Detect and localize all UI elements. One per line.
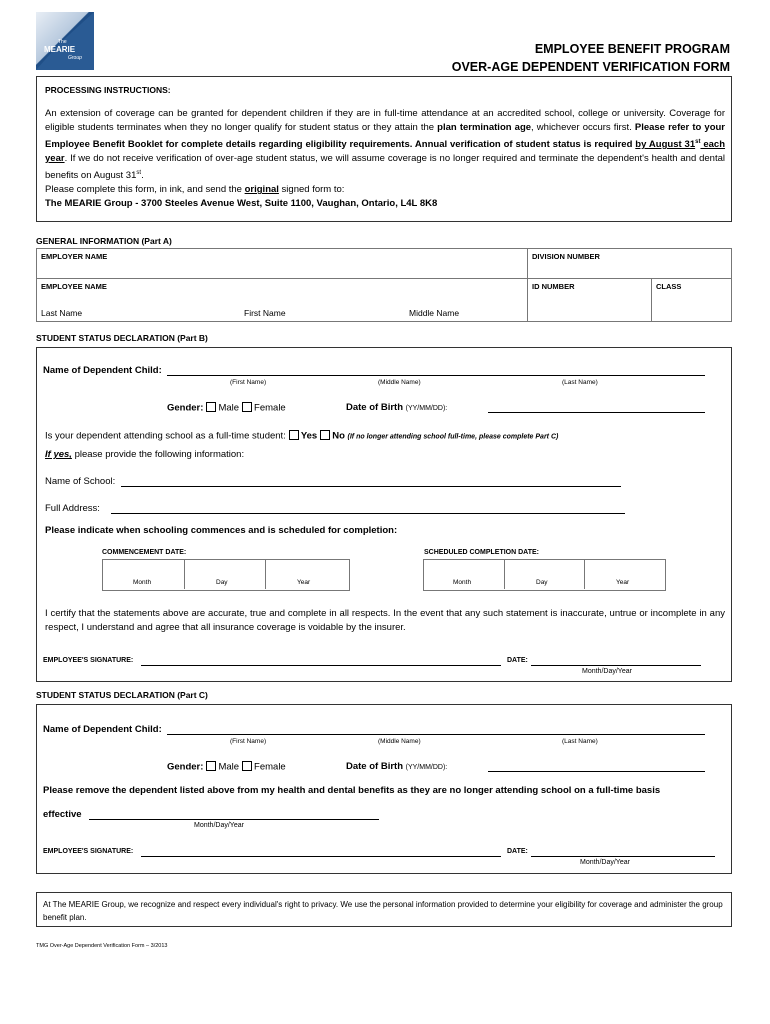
text: . — [141, 170, 144, 182]
completion-day-box[interactable] — [504, 560, 585, 589]
part-c-box — [36, 704, 732, 874]
last-name-caption: (Last Name) — [562, 738, 598, 745]
no-label: No — [332, 430, 345, 442]
first-name-caption: (First Name) — [230, 738, 267, 745]
removal-statement: Please remove the dependent listed above from my health and dental benefits as they are no longer attending school on a full-time basis — [43, 785, 661, 796]
if-yes-label: If yes, — [45, 449, 72, 460]
if-yes-row — [45, 449, 244, 460]
logo-name: MEARIE — [44, 45, 76, 54]
address-input[interactable] — [111, 501, 625, 514]
completion-date-boxes — [423, 559, 666, 591]
male-checkbox[interactable] — [206, 402, 216, 412]
child-name-input[interactable] — [167, 722, 705, 735]
date-label: DATE: — [507, 848, 528, 855]
part-b-heading: STUDENT STATUS DECLARATION (Part B) — [36, 333, 208, 343]
commencement-day-box[interactable] — [184, 560, 266, 589]
text-bold: Please refer to your Employee Benefit Booklet for complete details regarding eligibility requirements. Annual verification of student status is required — [45, 122, 726, 151]
day-caption: Day — [536, 579, 548, 586]
employer-name-label: EMPLOYER NAME — [41, 252, 108, 261]
division-number-field[interactable] — [527, 248, 732, 279]
effective-label: effective — [43, 809, 82, 820]
commencement-label: COMMENCEMENT DATE: — [102, 549, 187, 556]
middle-name-caption: (Middle Name) — [378, 738, 421, 745]
dob-input[interactable] — [488, 400, 705, 413]
date-label: DATE: — [507, 657, 528, 664]
female-checkbox[interactable] — [242, 761, 252, 771]
year-caption: Year — [616, 579, 630, 586]
text-bold: by August 31 — [635, 139, 696, 151]
day-caption: Day — [216, 579, 228, 586]
child-name-label: Name of Dependent Child: — [43, 724, 162, 735]
commencement-date-boxes — [102, 559, 350, 591]
division-number-label: DIVISION NUMBER — [532, 252, 600, 261]
id-number-field[interactable] — [527, 278, 652, 322]
date-input[interactable] — [531, 846, 715, 857]
class-field[interactable] — [651, 278, 732, 322]
instructions-paragraph — [45, 107, 725, 183]
year-caption: Year — [297, 579, 311, 586]
dob-row — [346, 761, 447, 772]
text: . If we do not receive verification of over-age student status, we will assume coverage is no longer required and terminate the dependent's health and dental benefits on August 31 — [45, 153, 725, 182]
sup: st — [695, 139, 701, 145]
mailing-address: The MEARIE Group - 3700 Steeles Avenue West, Suite 1100, Vaughan, Ontario, L4L 8K8 — [45, 198, 438, 209]
middle-name-label: Middle Name — [409, 308, 460, 318]
certification-statement: I certify that the statements above are accurate, true and complete in all respects. In the event that any such statement is inaccurate, untrue or incomplete in any respect, I understand and agree that all insurance coverage is voidable by the insurer. — [45, 608, 725, 633]
school-input[interactable] — [121, 474, 621, 487]
no-note: (If no longer attending school full-time, please complete Part C) — [347, 433, 559, 441]
gender-row — [167, 402, 286, 414]
child-name-label: Name of Dependent Child: — [43, 365, 162, 376]
title-line-1: EMPLOYEE BENEFIT PROGRAM — [534, 42, 730, 56]
yes-checkbox[interactable] — [289, 430, 299, 440]
month-caption: Month — [133, 579, 152, 586]
text: An extension of coverage can be granted for dependent children if they are in full-time attendance at an accredited school, college or university. Coverage for eligible students terminates when they no longer qualify for student status or they attain the — [45, 108, 725, 133]
month-caption: Month — [453, 579, 472, 586]
logo-small-text: The — [58, 39, 67, 45]
commencement-year-box[interactable] — [265, 560, 348, 589]
employer-name-field[interactable] — [36, 248, 528, 279]
last-name-caption: (Last Name) — [562, 379, 598, 386]
gender-label: Gender: — [167, 761, 204, 773]
date-format-caption: Month/Day/Year — [582, 668, 632, 675]
privacy-statement: At The MEARIE Group, we recognize and respect every individual's right to privacy. We use the personal information provided to determine your eligibility for coverage and administer the group benefit plan. — [43, 900, 723, 922]
part-c-heading: STUDENT STATUS DECLARATION (Part C) — [36, 690, 208, 700]
commencement-month-box[interactable] — [103, 560, 185, 589]
date-format-caption: Month/Day/Year — [580, 859, 630, 866]
gender-row — [167, 761, 286, 773]
instructions-heading: PROCESSING INSTRUCTIONS: — [45, 85, 171, 95]
male-label: Male — [218, 402, 240, 414]
completion-month-box[interactable] — [424, 560, 505, 589]
school-label: Name of School: — [45, 476, 116, 487]
completion-year-box[interactable] — [584, 560, 664, 589]
id-number-label: ID NUMBER — [532, 282, 575, 291]
male-checkbox[interactable] — [206, 761, 216, 771]
dob-input[interactable] — [488, 759, 705, 772]
privacy-box — [36, 892, 732, 927]
completion-label: SCHEDULED COMPLETION DATE: — [424, 549, 539, 556]
dob-label: Date of Birth — [346, 402, 403, 413]
if-yes-text: please provide the following information: — [71, 449, 245, 460]
female-label: Female — [254, 761, 286, 773]
signature-label: EMPLOYEE'S SIGNATURE: — [43, 657, 134, 664]
yes-label: Yes — [300, 430, 318, 442]
attending-question: Is your dependent attending school as a full-time student: — [45, 430, 286, 442]
child-name-input[interactable] — [167, 363, 705, 376]
schooling-instruction: Please indicate when schooling commences and is scheduled for completion: — [45, 525, 398, 536]
title-line-2: OVER-AGE DEPENDENT VERIFICATION FORM — [451, 60, 730, 74]
effective-date-caption: Month/Day/Year — [194, 822, 244, 829]
form-title — [452, 40, 730, 76]
class-label: CLASS — [656, 282, 682, 291]
address-label: Full Address: — [45, 503, 100, 514]
employee-name-label: EMPLOYEE NAME — [41, 282, 107, 291]
attending-row — [45, 430, 558, 442]
signature-label: EMPLOYEE'S SIGNATURE: — [43, 848, 134, 855]
dob-row — [346, 402, 447, 413]
first-name-label: First Name — [244, 308, 286, 318]
date-input[interactable] — [531, 655, 701, 666]
text-bold: original — [244, 184, 279, 195]
dob-format: (YY/MM/DD): — [405, 405, 448, 412]
text: , whichever occurs first. — [531, 122, 635, 133]
part-b-box — [36, 347, 732, 682]
effective-date-input[interactable] — [89, 807, 379, 820]
middle-name-caption: (Middle Name) — [378, 379, 421, 386]
signature-input[interactable] — [141, 846, 501, 857]
text: Please complete this form, in ink, and send the — [45, 184, 245, 195]
gender-label: Gender: — [167, 402, 204, 414]
text-bold: plan termination age — [437, 122, 532, 133]
text: signed form to: — [278, 184, 345, 195]
text-bold: each year — [45, 139, 726, 165]
male-label: Male — [218, 761, 240, 773]
send-instruction — [45, 183, 344, 197]
instructions-box — [36, 76, 732, 222]
dob-label: Date of Birth — [346, 761, 403, 772]
part-a-heading: GENERAL INFORMATION (Part A) — [36, 236, 172, 246]
form-footer: TMG Over-Age Dependent Verification Form – 3/2013 — [36, 943, 168, 949]
last-name-label: Last Name — [41, 308, 83, 318]
logo-sub-text: Group — [68, 55, 82, 61]
employee-name-field[interactable] — [36, 278, 528, 322]
dob-format: (YY/MM/DD): — [405, 764, 448, 771]
signature-input[interactable] — [141, 655, 501, 666]
no-checkbox[interactable] — [320, 430, 330, 440]
sup: st — [136, 170, 142, 177]
first-name-caption: (First Name) — [230, 379, 267, 386]
female-checkbox[interactable] — [242, 402, 252, 412]
female-label: Female — [254, 402, 286, 414]
